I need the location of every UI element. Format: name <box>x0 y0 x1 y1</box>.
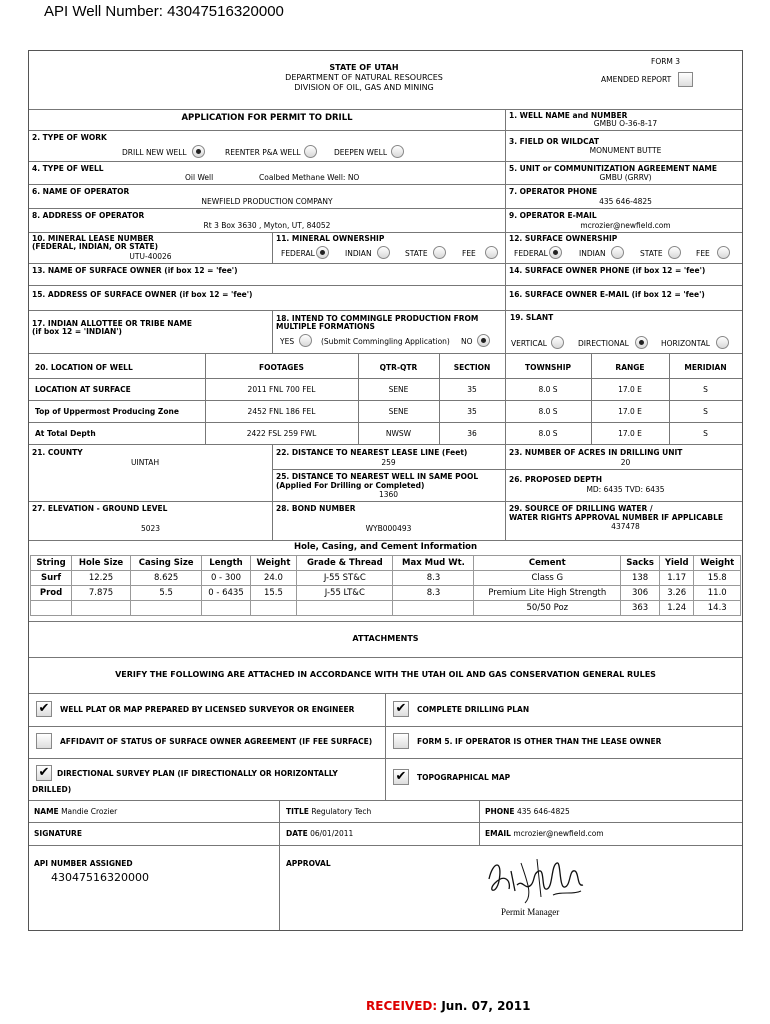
field-10-label: 10. MINERAL LEASE NUMBER <box>32 234 154 243</box>
amended-report-checkbox[interactable] <box>678 72 693 87</box>
attachments-title: ATTACHMENTS <box>352 634 419 643</box>
divider <box>272 310 273 353</box>
api-well-number-title: API Well Number: 43047516320000 <box>44 3 284 20</box>
casing-header-cell: Casing Size <box>130 556 201 571</box>
divider <box>29 800 742 801</box>
topo-map-checkbox[interactable]: ✔ <box>393 769 409 785</box>
casing-cell: J-55 LT&C <box>297 586 393 601</box>
field-21-value: UINTAH <box>131 458 160 467</box>
title-label: TITLE <box>286 807 309 816</box>
mineral-state-label: STATE <box>405 249 428 258</box>
field-16-label: 16. SURFACE OWNER E-MAIL (if box 12 = 'fee') <box>509 290 705 299</box>
casing-cell: 15.5 <box>250 586 296 601</box>
surface-federal-label: FEDERAL <box>514 249 548 258</box>
casing-cell: 0 - 6435 <box>202 586 250 601</box>
mineral-federal-label: FEDERAL <box>281 249 315 258</box>
casing-cell <box>297 601 393 616</box>
casing-header-cell: Weight <box>694 556 741 571</box>
location-header-footages: FOOTAGES <box>259 363 304 372</box>
commingle-no-radio[interactable] <box>477 334 490 347</box>
received-stamp <box>366 999 530 1013</box>
field-1-value: GMBU O-36-8-17 <box>593 119 658 128</box>
casing-cell: Premium Lite High Strength <box>474 586 621 601</box>
surface-federal-radio[interactable] <box>549 246 562 259</box>
date-value: 06/01/2011 <box>310 829 354 838</box>
casing-cell: 50/50 Poz <box>474 601 621 616</box>
commingle-yes-radio[interactable] <box>299 334 312 347</box>
location-row-section: 35 <box>467 407 477 416</box>
location-row-label: LOCATION AT SURFACE <box>35 385 131 394</box>
divider <box>479 800 480 845</box>
divider <box>29 501 742 502</box>
affidavit-label: AFFIDAVIT OF STATUS OF SURFACE OWNER AGREEMENT (IF FEE SURFACE) <box>60 737 373 746</box>
casing-cell: 0 - 300 <box>202 571 250 586</box>
field-3-value: MONUMENT BUTTE <box>589 146 662 155</box>
field-2-label: 2. TYPE OF WORK <box>32 133 107 142</box>
location-row-meridian: S <box>703 385 708 394</box>
field-10-label-sub: (FEDERAL, INDIAN, OR STATE) <box>32 242 159 251</box>
location-header-qtr: QTR-QTR <box>379 363 418 372</box>
location-row-township: 8.0 S <box>538 407 558 416</box>
field-3-label: 3. FIELD OR WILDCAT <box>509 137 600 146</box>
application-title: APPLICATION FOR PERMIT TO DRILL <box>181 113 353 123</box>
field-26-value: MD: 6435 TVD: 6435 <box>586 485 665 494</box>
casing-header-cell: Hole Size <box>72 556 131 571</box>
field-7-value: 435 646-4825 <box>599 197 652 206</box>
field-6-label: 6. NAME OF OPERATOR <box>32 187 130 196</box>
casing-cell: 5.5 <box>130 586 201 601</box>
field-1-label: 1. WELL NAME and NUMBER <box>509 111 628 120</box>
divider <box>29 161 742 162</box>
field-25-label-sub: (Applied For Drilling or Completed) <box>276 481 425 490</box>
location-row-footages: 2422 FSL 259 FWL <box>246 429 317 438</box>
surface-fee-radio[interactable] <box>717 246 730 259</box>
permit-form <box>28 50 743 931</box>
name-field <box>34 807 117 816</box>
field-25-label: 25. DISTANCE TO NEAREST WELL IN SAME POOL <box>276 472 479 481</box>
form-number: FORM 3 <box>651 57 681 66</box>
slant-vertical-label: VERTICAL <box>511 339 547 348</box>
received-label: RECEIVED: <box>366 999 438 1013</box>
casing-header-cell: Weight <box>250 556 296 571</box>
reenter-well-radio[interactable] <box>304 145 317 158</box>
field-7-label: 7. OPERATOR PHONE <box>509 187 598 196</box>
api-assigned-value: 43047516320000 <box>51 871 149 884</box>
state-title: STATE OF UTAH <box>329 63 399 72</box>
location-header-range: RANGE <box>615 363 645 372</box>
slant-directional-label: DIRECTIONAL <box>578 339 629 348</box>
casing-cell: 8.625 <box>130 571 201 586</box>
slant-directional-radio[interactable] <box>635 336 648 349</box>
api-assigned-label: API NUMBER ASSIGNED <box>34 859 133 868</box>
casing-cell <box>31 601 72 616</box>
well-plat-label: WELL PLAT OR MAP PREPARED BY LICENSED SURVEYOR OR ENGINEER <box>60 705 355 714</box>
casing-cell: 306 <box>621 586 660 601</box>
location-row-meridian: S <box>703 407 708 416</box>
signature-label: SIGNATURE <box>34 829 82 838</box>
casing-cell <box>72 601 131 616</box>
location-row-label: At Total Depth <box>35 429 96 438</box>
divider <box>29 285 742 286</box>
mineral-federal-radio[interactable] <box>316 246 329 259</box>
phone-label: PHONE <box>485 807 515 816</box>
mineral-indian-radio[interactable] <box>377 246 390 259</box>
surface-fee-label: FEE <box>696 249 710 258</box>
title-value: Regulatory Tech <box>311 807 372 816</box>
field-4-label: 4. TYPE OF WELL <box>32 164 104 173</box>
field-29-label-sub: WATER RIGHTS APPROVAL NUMBER IF APPLICABLE <box>509 513 724 522</box>
divider <box>29 184 742 185</box>
field-4-value-type: Oil Well <box>185 173 214 182</box>
casing-cell: 12.25 <box>72 571 131 586</box>
mineral-state-radio[interactable] <box>433 246 446 259</box>
drill-new-well-label: DRILL NEW WELL <box>122 148 187 157</box>
casing-title: Hole, Casing, and Cement Information <box>293 542 478 552</box>
casing-row <box>31 571 741 586</box>
mineral-fee-radio[interactable] <box>485 246 498 259</box>
affidavit-checkbox[interactable] <box>36 733 52 749</box>
deepen-well-label: DEEPEN WELL <box>334 148 388 157</box>
location-row-footages: 2011 FNL 700 FEL <box>247 385 316 394</box>
field-9-value: mcrozier@newfield.com <box>580 221 671 230</box>
date-field <box>286 829 353 838</box>
dept-title: DEPARTMENT OF NATURAL RESOURCES <box>285 73 443 82</box>
slant-horizontal-label: HORIZONTAL <box>661 339 710 348</box>
casing-cell: 8.3 <box>393 586 474 601</box>
field-27-label: 27. ELEVATION - GROUND LEVEL <box>32 504 168 513</box>
reenter-well-label: REENTER P&A WELL <box>225 148 301 157</box>
casing-header-row <box>31 556 741 571</box>
topo-map-label: TOPOGRAPHICAL MAP <box>417 773 511 782</box>
field-9-label: 9. OPERATOR E-MAIL <box>509 211 597 220</box>
amended-report-label: AMENDED REPORT <box>601 75 672 84</box>
casing-header-cell: String <box>31 556 72 571</box>
location-row-footages: 2452 FNL 186 FEL <box>247 407 316 416</box>
casing-cell <box>202 601 250 616</box>
date-label: DATE <box>286 829 308 838</box>
casing-row <box>31 586 741 601</box>
location-row-range: 17.0 E <box>618 385 642 394</box>
casing-cell: 3.26 <box>660 586 694 601</box>
field-4-value-cbm: Coalbed Methane Well: NO <box>259 173 360 182</box>
form-5-checkbox[interactable] <box>393 733 409 749</box>
field-8-value: Rt 3 Box 3630 , Myton, UT, 84052 <box>203 221 331 230</box>
field-21-label: 21. COUNTY <box>32 448 83 457</box>
casing-cell: 1.17 <box>660 571 694 586</box>
divider <box>29 263 742 264</box>
divider <box>29 208 742 209</box>
surface-state-label: STATE <box>640 249 663 258</box>
field-19-label: 19. SLANT <box>510 313 554 322</box>
casing-header-cell: Length <box>202 556 250 571</box>
email-value: mcrozier@newfield.com <box>513 829 604 838</box>
casing-cell: Prod <box>31 586 72 601</box>
casing-cell: 11.0 <box>694 586 741 601</box>
field-22-value: 259 <box>381 458 396 467</box>
field-28-value: WYB000493 <box>365 524 412 533</box>
mineral-indian-label: INDIAN <box>345 249 372 258</box>
phone-field <box>485 807 570 816</box>
form-5-label: FORM 5. IF OPERATOR IS OTHER THAN THE LEASE OWNER <box>417 737 662 746</box>
slant-horizontal-radio[interactable] <box>716 336 729 349</box>
field-28-label: 28. BOND NUMBER <box>276 504 356 513</box>
casing-cell: J-55 ST&C <box>297 571 393 586</box>
divider <box>272 232 273 263</box>
field-29-label: 29. SOURCE OF DRILLING WATER / <box>509 504 653 513</box>
location-row-township: 8.0 S <box>538 429 558 438</box>
field-14-label: 14. SURFACE OWNER PHONE (if box 12 = 'fee') <box>509 266 706 275</box>
field-5-value: GMBU (GRRV) <box>599 173 652 182</box>
divider <box>29 422 742 423</box>
field-12-label: 12. SURFACE OWNERSHIP <box>509 234 618 243</box>
approval-label: APPROVAL <box>286 859 331 868</box>
field-17-label-sub: (if box 12 = 'INDIAN') <box>32 327 122 336</box>
location-row-section: 36 <box>467 429 477 438</box>
field-6-value: NEWFIELD PRODUCTION COMPANY <box>201 197 333 206</box>
phone-value: 435 646-4825 <box>516 807 570 816</box>
divider <box>505 310 506 353</box>
divider <box>29 378 742 379</box>
casing-cell: Class G <box>474 571 621 586</box>
casing-cell <box>250 601 296 616</box>
casing-cell: Surf <box>31 571 72 586</box>
casing-header-cell: Grade & Thread <box>297 556 393 571</box>
field-11-label: 11. MINERAL OWNERSHIP <box>276 234 385 243</box>
drill-new-well-radio[interactable] <box>192 145 205 158</box>
divider <box>29 845 742 846</box>
directional-survey-label: DIRECTIONAL SURVEY PLAN (IF DIRECTIONALLY OR HORIZONTALLY <box>57 769 338 778</box>
location-row-section: 35 <box>467 385 477 394</box>
approval-signature <box>481 851 591 906</box>
field-25-value: 1360 <box>378 490 399 499</box>
location-row-qtr: SENE <box>388 385 409 394</box>
field-29-value: 437478 <box>611 522 640 531</box>
divider <box>29 109 742 110</box>
casing-header-cell: Sacks <box>621 556 660 571</box>
divider <box>29 444 742 445</box>
name-value: Mandie Crozier <box>61 807 118 816</box>
casing-cell: 15.8 <box>694 571 741 586</box>
casing-cell: 1.24 <box>660 601 694 616</box>
casing-header-cell: Yield <box>660 556 694 571</box>
divider <box>279 800 280 930</box>
field-18-label: 18. INTEND TO COMMINGLE PRODUCTION FROM <box>276 314 479 323</box>
casing-row <box>31 601 741 616</box>
casing-cell: 14.3 <box>694 601 741 616</box>
surface-indian-radio[interactable] <box>611 246 624 259</box>
field-26-label: 26. PROPOSED DEPTH <box>509 475 603 484</box>
location-header-township: TOWNSHIP <box>524 363 571 372</box>
location-row-label: Top of Uppermost Producing Zone <box>35 407 179 416</box>
location-header-section: SECTION <box>453 363 491 372</box>
casing-cell: 7.875 <box>72 586 131 601</box>
field-23-value: 20 <box>620 458 631 467</box>
directional-survey-label-cont: DRILLED) <box>32 785 72 794</box>
casing-header-cell: Max Mud Wt. <box>393 556 474 571</box>
location-header-meridian: MERIDIAN <box>684 363 727 372</box>
casing-cell: 8.3 <box>393 571 474 586</box>
slant-vertical-radio[interactable] <box>551 336 564 349</box>
mineral-fee-label: FEE <box>462 249 476 258</box>
location-row-township: 8.0 S <box>538 385 558 394</box>
divider <box>29 621 742 622</box>
directional-survey-checkbox[interactable]: ✔ <box>36 765 52 781</box>
divider <box>29 130 742 131</box>
email-label: EMAIL <box>485 829 511 838</box>
divider <box>505 444 506 540</box>
casing-table <box>30 555 741 616</box>
email-field <box>485 829 604 838</box>
location-row-range: 17.0 E <box>618 407 642 416</box>
division-title: DIVISION OF OIL, GAS AND MINING <box>294 83 434 92</box>
casing-cell: 363 <box>621 601 660 616</box>
field-10-value: UTU-40026 <box>129 252 172 261</box>
divider <box>29 657 742 658</box>
drilling-plan-label: COMPLETE DRILLING PLAN <box>417 705 530 714</box>
name-label: NAME <box>34 807 59 816</box>
casing-header-cell: Cement <box>474 556 621 571</box>
field-18-label-sub: MULTIPLE FORMATIONS <box>276 322 375 331</box>
deepen-well-radio[interactable] <box>391 145 404 158</box>
received-date: Jun. 07, 2011 <box>441 999 531 1013</box>
divider <box>29 310 742 311</box>
divider <box>385 693 386 800</box>
divider <box>29 353 742 354</box>
divider <box>272 469 742 470</box>
location-row-meridian: S <box>703 429 708 438</box>
well-plat-checkbox[interactable]: ✔ <box>36 701 52 717</box>
divider <box>29 400 742 401</box>
field-23-label: 23. NUMBER OF ACRES IN DRILLING UNIT <box>509 448 683 457</box>
location-header-label: 20. LOCATION OF WELL <box>35 363 133 372</box>
casing-cell: 24.0 <box>250 571 296 586</box>
surface-indian-label: INDIAN <box>579 249 606 258</box>
field-15-label: 15. ADDRESS OF SURFACE OWNER (if box 12 = 'fee') <box>32 290 253 299</box>
field-22-label: 22. DISTANCE TO NEAREST LEASE LINE (Feet) <box>276 448 468 457</box>
divider <box>29 540 742 541</box>
field-8-label: 8. ADDRESS OF OPERATOR <box>32 211 145 220</box>
drilling-plan-checkbox[interactable]: ✔ <box>393 701 409 717</box>
field-27-value: 5023 <box>140 524 161 533</box>
surface-state-radio[interactable] <box>668 246 681 259</box>
attachments-verify: VERIFY THE FOLLOWING ARE ATTACHED IN ACCORDANCE WITH THE UTAH OIL AND GAS CONSERVATION GENERAL RULES <box>115 670 656 679</box>
casing-cell: 138 <box>621 571 660 586</box>
location-row-qtr: SENE <box>388 407 409 416</box>
permit-manager-label: Permit Manager <box>501 907 560 917</box>
commingle-no-label: NO <box>461 337 473 346</box>
commingle-note: (Submit Commingling Application) <box>321 337 450 346</box>
location-row-range: 17.0 E <box>618 429 642 438</box>
divider <box>29 822 742 823</box>
field-5-label: 5. UNIT or COMMUNITIZATION AGREEMENT NAME <box>509 164 717 173</box>
casing-cell <box>130 601 201 616</box>
title-field <box>286 807 371 816</box>
field-13-label: 13. NAME OF SURFACE OWNER (if box 12 = 'fee') <box>32 266 238 275</box>
commingle-yes-label: YES <box>280 337 295 346</box>
location-row-qtr: NWSW <box>385 429 412 438</box>
casing-cell <box>393 601 474 616</box>
field-17-label: 17. INDIAN ALLOTTEE OR TRIBE NAME <box>32 319 192 328</box>
divider <box>29 232 742 233</box>
